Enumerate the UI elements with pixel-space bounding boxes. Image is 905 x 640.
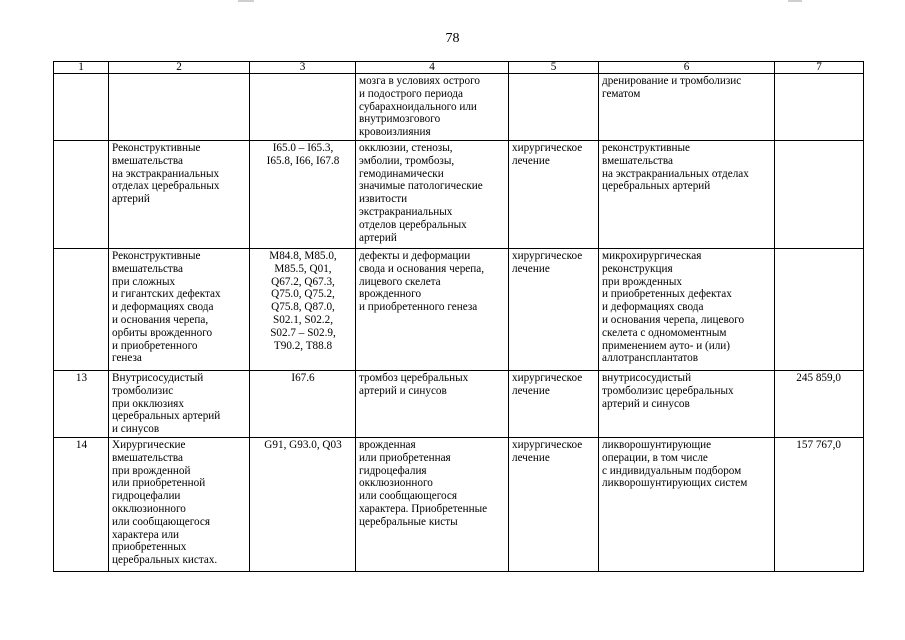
table-row xyxy=(54,371,864,438)
treatment-method-cell: ликворошунтирующие операции, в том числе с индивидуальным подбором ликворошунтирующих систем xyxy=(599,438,775,572)
icd-codes-cell: M84.8, M85.0, M85.5, Q01, Q67.2, Q67.3, Q75.0, Q75.2, Q75.8, Q87.0, S02.1, S02.2, S02.7 – S02.9, T90.2, T88.8 xyxy=(250,249,356,371)
medical-care-table xyxy=(53,61,864,572)
intervention-name-cell xyxy=(109,74,250,141)
table-row xyxy=(54,249,864,371)
top-edge-mark xyxy=(788,0,802,2)
cost-cell xyxy=(775,141,864,249)
page-number: 78 xyxy=(445,31,460,46)
intervention-name-cell: Реконструктивные вмешательства при сложных и гигантских дефектах и деформациях свода и основания черепа, орбиты врожденного и приобретенного генеза xyxy=(109,249,250,371)
patient-model-cell: окклюзии, стенозы, эмболии, тромбозы, гемодинамически значимые патологические извитости экстракраниальных отделов церебральных артерий xyxy=(356,141,509,249)
treatment-method-cell: реконструктивные вмешательства на экстракраниальных отделах церебральных артерий xyxy=(599,141,775,249)
top-edge-mark xyxy=(238,0,254,2)
cost-cell: 245 859,0 xyxy=(775,371,864,438)
row-number-cell: 14 xyxy=(54,438,109,572)
table-row xyxy=(54,438,864,572)
row-number-cell xyxy=(54,249,109,371)
patient-model-cell: тромбоз церебральных артерий и синусов xyxy=(356,371,509,438)
treatment-method-cell: дренирование и тромболизис гематом xyxy=(599,74,775,141)
intervention-name-cell: Хирургические вмешательства при врожденной или приобретенной гидроцефалии окклюзионного или сообщающегося характера или приобретенных церебральных кистах. xyxy=(109,438,250,572)
icd-codes-cell: G91, G93.0, Q03 xyxy=(250,438,356,572)
patient-model-cell: врожденная или приобретенная гидроцефалия окклюзионного или сообщающегося характера. Приобретенные церебральные кисты xyxy=(356,438,509,572)
cost-cell: 157 767,0 xyxy=(775,438,864,572)
row-number-cell xyxy=(54,74,109,141)
intervention-name-cell: Реконструктивные вмешательства на экстракраниальных отделах церебральных артерий xyxy=(109,141,250,249)
treatment-method-cell: микрохирургическая реконструкция при врожденных и приобретенных дефектах и деформациях свода и основания черепа, лицевого скелета с одномоментным применением ауто- и (или) аллотрансплантатов xyxy=(599,249,775,371)
column-number: 1 xyxy=(54,62,109,74)
column-number: 7 xyxy=(775,62,864,74)
column-number-row xyxy=(54,62,864,74)
treatment-type-cell: хирургическое лечение xyxy=(509,141,599,249)
column-number: 3 xyxy=(250,62,356,74)
patient-model-cell: мозга в условиях острого и подострого периода субарахноидального или внутримозгового кровоизлияния xyxy=(356,74,509,141)
patient-model-cell: дефекты и деформации свода и основания черепа, лицевого скелета врожденного и приобретенного генеза xyxy=(356,249,509,371)
cost-cell xyxy=(775,249,864,371)
treatment-type-cell: хирургическое лечение xyxy=(509,371,599,438)
row-number-cell xyxy=(54,141,109,249)
row-number-cell: 13 xyxy=(54,371,109,438)
treatment-type-cell: хирургическое лечение xyxy=(509,438,599,572)
column-number: 5 xyxy=(509,62,599,74)
table-row xyxy=(54,141,864,249)
icd-codes-cell: I65.0 – I65.3, I65.8, I66, I67.8 xyxy=(250,141,356,249)
treatment-type-cell xyxy=(509,74,599,141)
column-number: 6 xyxy=(599,62,775,74)
icd-codes-cell: I67.6 xyxy=(250,371,356,438)
column-number: 4 xyxy=(356,62,509,74)
table-row xyxy=(54,74,864,141)
treatment-type-cell: хирургическое лечение xyxy=(509,249,599,371)
cost-cell xyxy=(775,74,864,141)
icd-codes-cell xyxy=(250,74,356,141)
column-number: 2 xyxy=(109,62,250,74)
treatment-method-cell: внутрисосудистый тромболизис церебральных артерий и синусов xyxy=(599,371,775,438)
intervention-name-cell: Внутрисосудистый тромболизис при окклюзиях церебральных артерий и синусов xyxy=(109,371,250,438)
